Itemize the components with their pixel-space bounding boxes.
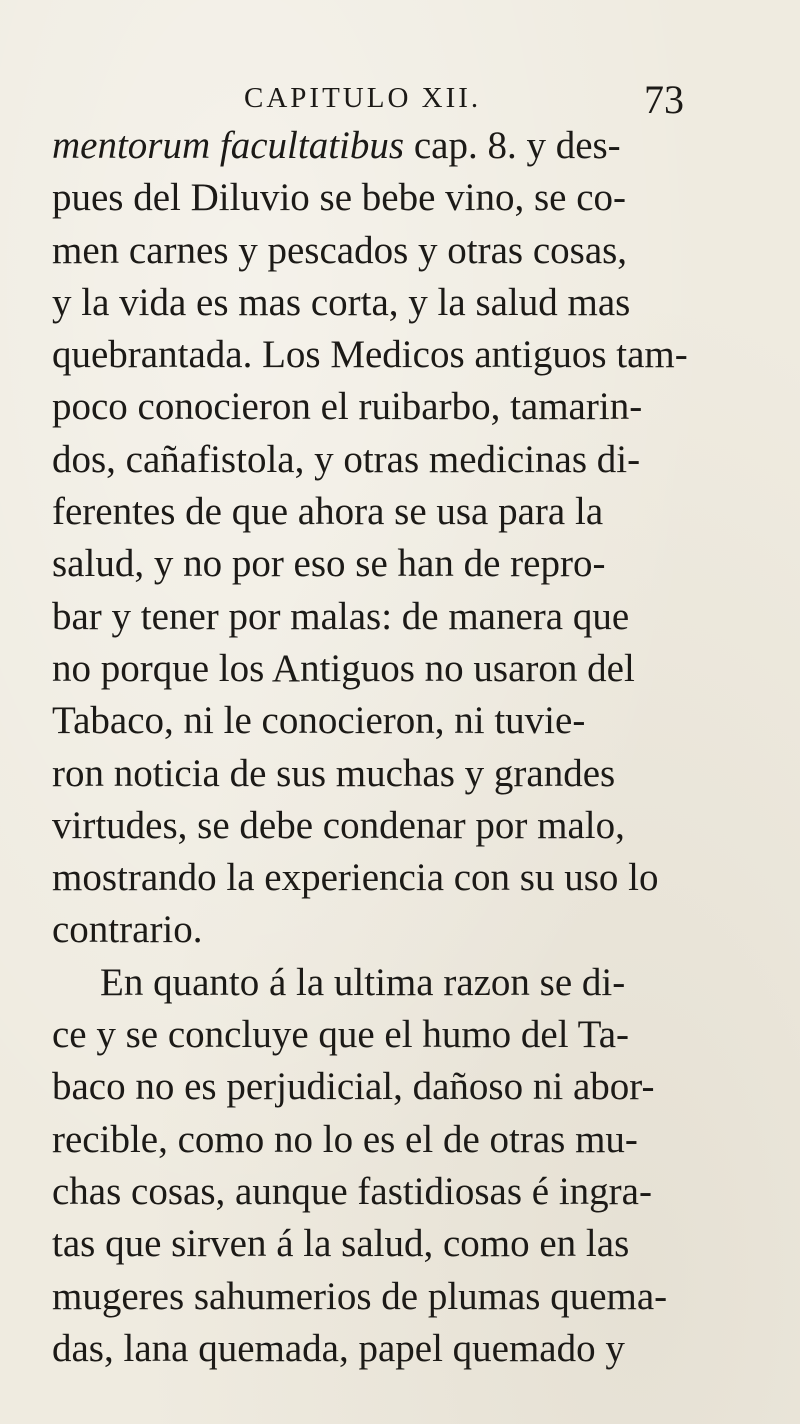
text-line: bar y tener por malas: de manera que [52,594,630,638]
text-line: baco no es perjudicial, dañoso ni abor- [52,1065,655,1109]
page-number: 73 [644,77,684,122]
text-line: ron noticia de sus muchas y grandes [52,751,616,795]
text-line: ce y se concluye que el humo del Ta- [52,1013,630,1057]
text-line: no porque los Antiguos no usaron del [52,646,635,690]
text-line: dos, cañafistola, y otras medicinas di- [52,437,641,481]
page-header [244,76,764,120]
text-line: poco conocieron el ruibarbo, tamarin- [52,385,643,429]
body-text [52,120,772,1375]
text-line: salud, y no por eso se han de repro- [52,542,606,586]
text-line: mostrando la experiencia con su uso lo [52,856,659,900]
text-line: tas que sirven á la salud, como en las [52,1222,630,1266]
text-line: contrario. [52,908,203,952]
text-line: y la vida es mas corta, y la salud mas [52,280,631,324]
text-line: chas cosas, aunque fastidiosas é ingra- [52,1169,652,1213]
text-line [52,120,772,172]
latin-phrase: mentorum facultatibus [52,124,405,167]
text-line: men carnes y pescados y otras cosas, [52,228,628,272]
text-line: ferentes de que ahora se usa para la [52,490,604,534]
text-line: das, lana quemada, papel quemado y [52,1326,625,1370]
paragraph-start-line: En quanto á la ultima razon se di- [100,960,626,1004]
running-head: CAPITULO XII. [244,82,482,114]
text-line: quebrantada. Los Medicos antiguos tam- [52,333,688,377]
line-text: cap. 8. y des- [404,124,621,167]
text-line: mugeres sahumerios de plumas quema- [52,1274,668,1318]
text-line: pues del Diluvio se bebe vino, se co- [52,176,627,220]
text-line: virtudes, se debe condenar por malo, [52,803,625,847]
text-line: recible, como no lo es el de otras mu- [52,1117,638,1161]
text-line: Tabaco, ni le conocieron, ni tuvie- [52,699,586,743]
